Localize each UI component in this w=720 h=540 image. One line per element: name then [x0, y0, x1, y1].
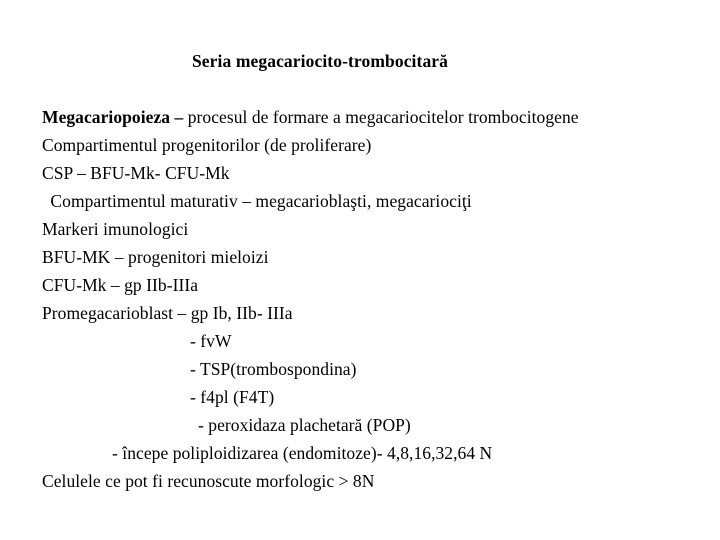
- slide-title: Seria megacariocito-trombocitară: [191, 51, 449, 71]
- body-line-text: BFU-MK – progenitori mieloizi: [42, 247, 269, 267]
- body-line: [42, 439, 702, 467]
- body-line: [42, 215, 702, 243]
- body-line: [42, 467, 702, 495]
- body-line-text: - începe poliploidizarea (endomitoze)- 4,8,16,32,64 N: [112, 443, 493, 463]
- body-line: [42, 411, 702, 439]
- body-line-text: Compartimentul maturativ – megacarioblaşti, megacariociţi: [46, 191, 472, 211]
- body-line-text: - TSP(trombospondina): [190, 359, 357, 379]
- body-line-text: CSP – BFU-Mk- CFU-Mk: [42, 163, 230, 183]
- slide-body: [42, 103, 702, 495]
- body-line-text: Markeri imunologici: [42, 219, 189, 239]
- body-line: [42, 299, 702, 327]
- body-line: [42, 355, 702, 383]
- body-line-text: procesul de formare a megacariocitelor trombocitogene: [183, 107, 579, 127]
- body-line: [42, 187, 702, 215]
- body-line-text: CFU-Mk – gp IIb-IIIa: [42, 275, 199, 295]
- body-line: [42, 131, 702, 159]
- body-line: [42, 327, 702, 355]
- body-line-text: - fvW: [190, 331, 232, 351]
- body-line-text: Compartimentul progenitorilor (de proliferare): [42, 135, 372, 155]
- body-line: [42, 159, 702, 187]
- body-line-text: Promegacarioblast – gp Ib, IIb- IIIa: [42, 303, 293, 323]
- body-line-lead: Megacariopoieza –: [42, 107, 184, 127]
- body-line-text: Celulele ce pot fi recunoscute morfologic > 8N: [42, 471, 375, 491]
- body-line-text: - peroxidaza plachetară (POP): [198, 415, 411, 435]
- body-line: [42, 103, 702, 131]
- body-line: [42, 383, 702, 411]
- body-line: [42, 271, 702, 299]
- body-line-text: - f4pl (F4T): [190, 387, 275, 407]
- body-line: [42, 243, 702, 271]
